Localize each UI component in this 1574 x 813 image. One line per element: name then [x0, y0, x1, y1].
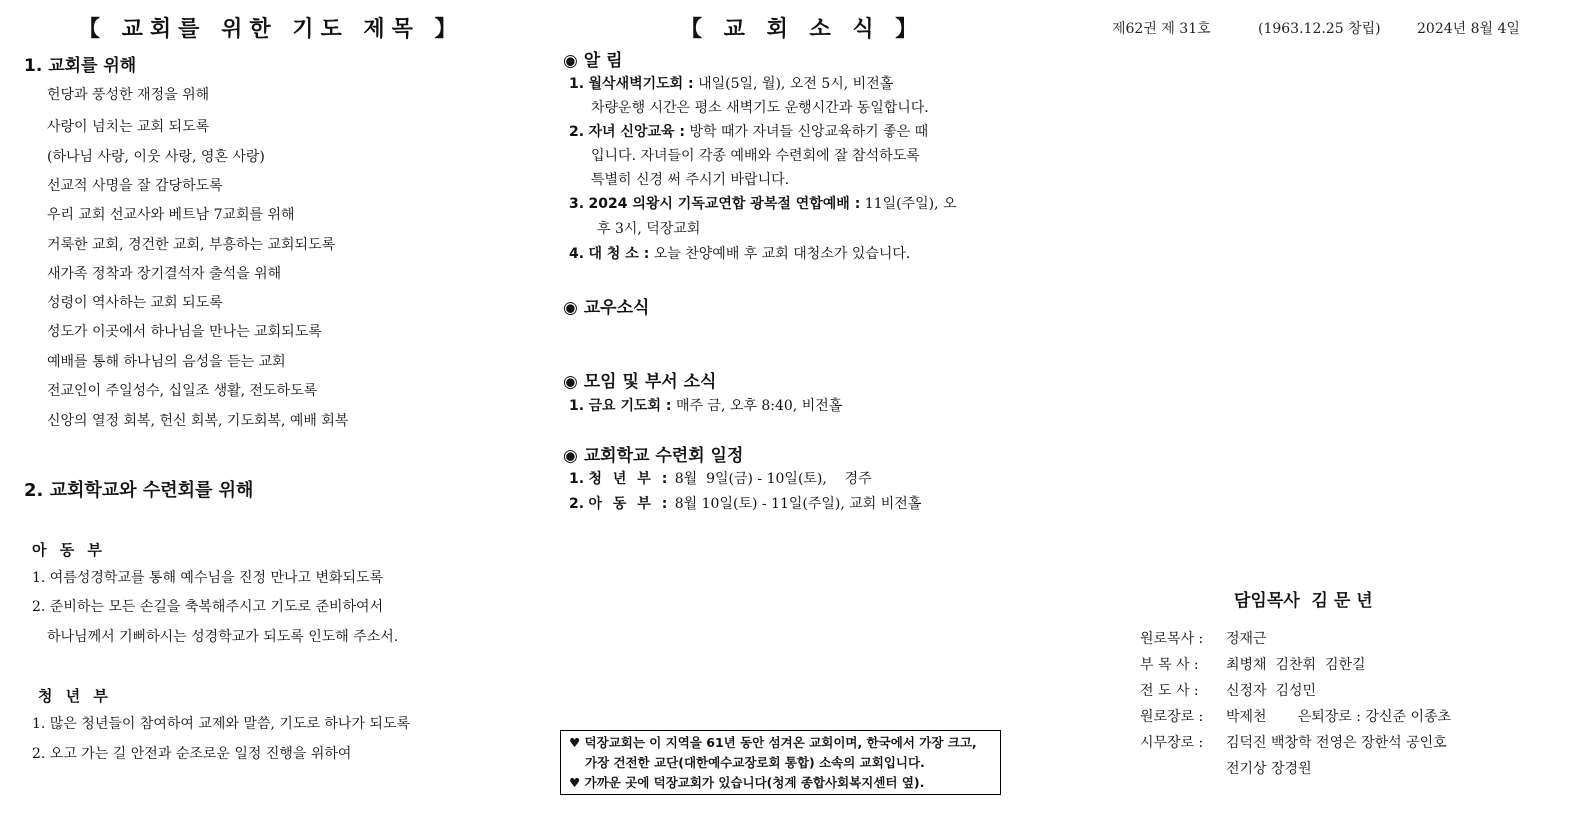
item-label: 청 년 부 : [588, 471, 671, 487]
retreat-item-1 [569, 468, 872, 488]
prayer-title: 【 교회를 위한 기도 제목 】 [78, 17, 464, 42]
youth-prayer-line: 2. 오고 가는 길 안전과 순조로운 일정 진행을 위하여 [32, 746, 352, 762]
prayer-item: 선교적 사명을 잘 감당하도록 [47, 178, 223, 194]
item-text: 11일(주일), 오 [864, 196, 957, 212]
prayer-item: 신앙의 열정 회복, 헌신 회복, 기도회복, 예배 회복 [47, 413, 349, 429]
staff-row [1140, 630, 1267, 648]
staff-names: 정재근 [1226, 631, 1267, 647]
item-text: 오늘 찬양예배 후 교회 대청소가 있습니다. [653, 246, 911, 262]
department-news-heading: ◉ 모임 및 부서 소식 [563, 372, 717, 392]
staff-label: 원로장로 : [1140, 709, 1204, 725]
retreat-schedule-heading: ◉ 교회학교 수련회 일정 [563, 446, 744, 466]
retreat-item-2 [569, 493, 921, 513]
staff-row [1140, 734, 1447, 752]
children-prayer-line: 2. 준비하는 모든 손길을 축복해주시고 기도로 준비하여서 [32, 599, 384, 615]
announcements-heading: ◉ 알 림 [563, 51, 623, 71]
department-item-1 [569, 395, 842, 415]
section1-heading: 1. 교회를 위해 [24, 56, 137, 76]
news-title: 【 교 회 소 식 】 [680, 17, 925, 42]
staff-label: 전 도 사 : [1140, 683, 1199, 699]
staff-row [1140, 656, 1366, 674]
senior-pastor: 담임목사 김 문 년 [1234, 591, 1373, 611]
item-number: 2. [569, 124, 585, 140]
staff-label: 부 목 사 : [1140, 657, 1199, 673]
youth-prayer-line: 1. 많은 청년들이 참여하여 교제와 말씀, 기도로 하나가 되도록 [32, 716, 410, 732]
staff-names: 박제천 은퇴장로 : 강신준 이종초 [1226, 709, 1452, 725]
youth-dept-label: 청 년 부 [38, 687, 112, 705]
announcement-line: 후 3시, 덕장교회 [597, 221, 701, 237]
children-dept-label: 아 동 부 [32, 541, 106, 559]
item-number: 3. [569, 196, 585, 212]
notice-line: ♥ 가까운 곳에 덕장교회가 있습니다(청계 종합사회복지센터 옆). [569, 775, 925, 790]
prayer-item: 예배를 통해 하나님의 음성을 듣는 교회 [47, 354, 286, 370]
prayer-item: (하나님 사랑, 이웃 사랑, 영혼 사랑) [47, 149, 265, 165]
announcement-item-3 [569, 193, 957, 213]
notice-line: ♥ 덕장교회는 이 지역을 61년 동안 섬겨온 교회이며, 한국에서 가장 크고, [569, 735, 977, 750]
item-number: 4. [569, 246, 585, 262]
announcement-item-4 [569, 243, 910, 263]
prayer-item: 거룩한 교회, 경건한 교회, 부흥하는 교회되도록 [47, 237, 336, 253]
item-text: 방학 때가 자녀들 신앙교육하기 좋은 때 [689, 124, 929, 140]
section2-heading: 2. 교회학교와 수련회를 위해 [24, 480, 254, 501]
item-label: 2024 의왕시 기독교연합 광복절 연합예배 : [588, 196, 861, 212]
children-prayer-line: 하나님께서 기뻐하시는 성경학교가 되도록 인도해 주소서. [47, 629, 399, 645]
item-number: 1. [569, 398, 585, 414]
prayer-item: 성령이 역사하는 교회 되도록 [47, 295, 223, 311]
announcement-line: 차량운행 시간은 평소 새벽기도 운행시간과 동일합니다. [591, 100, 929, 116]
volume-number: 제62권 제 31호 [1112, 21, 1211, 37]
item-text: 8월 9일(금) - 10일(토), 경주 [674, 471, 872, 487]
notice-line: 가장 건전한 교단(대한예수교장로회 통합) 소속의 교회입니다. [585, 755, 925, 770]
bulletin-date: 2024년 8월 4일 [1417, 21, 1520, 37]
item-number: 1. [569, 471, 585, 487]
staff-row [1140, 708, 1451, 726]
announcement-line: 특별히 신경 써 주시기 바랍니다. [591, 172, 790, 188]
staff-label: 시무장로 : [1140, 735, 1204, 751]
item-text: 내일(5일, 월), 오전 5시, 비전홀 [698, 76, 894, 92]
prayer-item: 전교인이 주일성수, 십일조 생활, 전도하도록 [47, 383, 318, 399]
founded-date: (1963.12.25 창립) [1258, 21, 1381, 37]
prayer-item: 사랑이 넘치는 교회 되도록 [47, 119, 210, 135]
prayer-item: 새가족 정착과 장기결석자 출석을 위해 [47, 266, 282, 282]
item-label: 아 동 부 : [588, 496, 671, 512]
staff-names: 전기상 장경원 [1226, 761, 1312, 777]
staff-label: 원로목사 : [1140, 631, 1204, 647]
staff-row [1140, 682, 1316, 700]
staff-names: 최병채 김찬휘 김한길 [1226, 657, 1366, 673]
staff-names: 김덕진 백창학 전영은 장한석 공인호 [1226, 735, 1447, 751]
members-news-heading: ◉ 교우소식 [563, 298, 650, 318]
church-notice-box [560, 730, 1001, 795]
announcement-line: 입니다. 자녀들이 각종 예배와 수련회에 잘 참석하도록 [591, 148, 920, 164]
children-prayer-line: 1. 여름성경학교를 통해 예수님을 진정 만나고 변화되도록 [32, 570, 384, 586]
item-label: 대 청 소 : [588, 246, 650, 262]
staff-names: 신정자 김성민 [1226, 683, 1317, 699]
item-number: 2. [569, 496, 585, 512]
item-text: 8월 10일(토) - 11일(주일), 교회 비전홀 [674, 496, 922, 512]
prayer-item: 우리 교회 선교사와 베트남 7교회를 위해 [47, 207, 295, 223]
item-label: 자녀 신앙교육 : [588, 124, 686, 140]
announcement-item-2 [569, 121, 928, 141]
item-label: 금요 기도회 : [588, 398, 672, 414]
staff-row [1226, 760, 1312, 778]
item-label: 월삭새벽기도회 : [588, 76, 694, 92]
announcement-item-1 [569, 73, 893, 93]
prayer-item: 헌당과 풍성한 재정을 위해 [47, 87, 210, 103]
item-number: 1. [569, 76, 585, 92]
prayer-item: 성도가 이곳에서 하나님을 만나는 교회되도록 [47, 324, 322, 340]
item-text: 매주 금, 오후 8:40, 비전홀 [675, 398, 843, 414]
